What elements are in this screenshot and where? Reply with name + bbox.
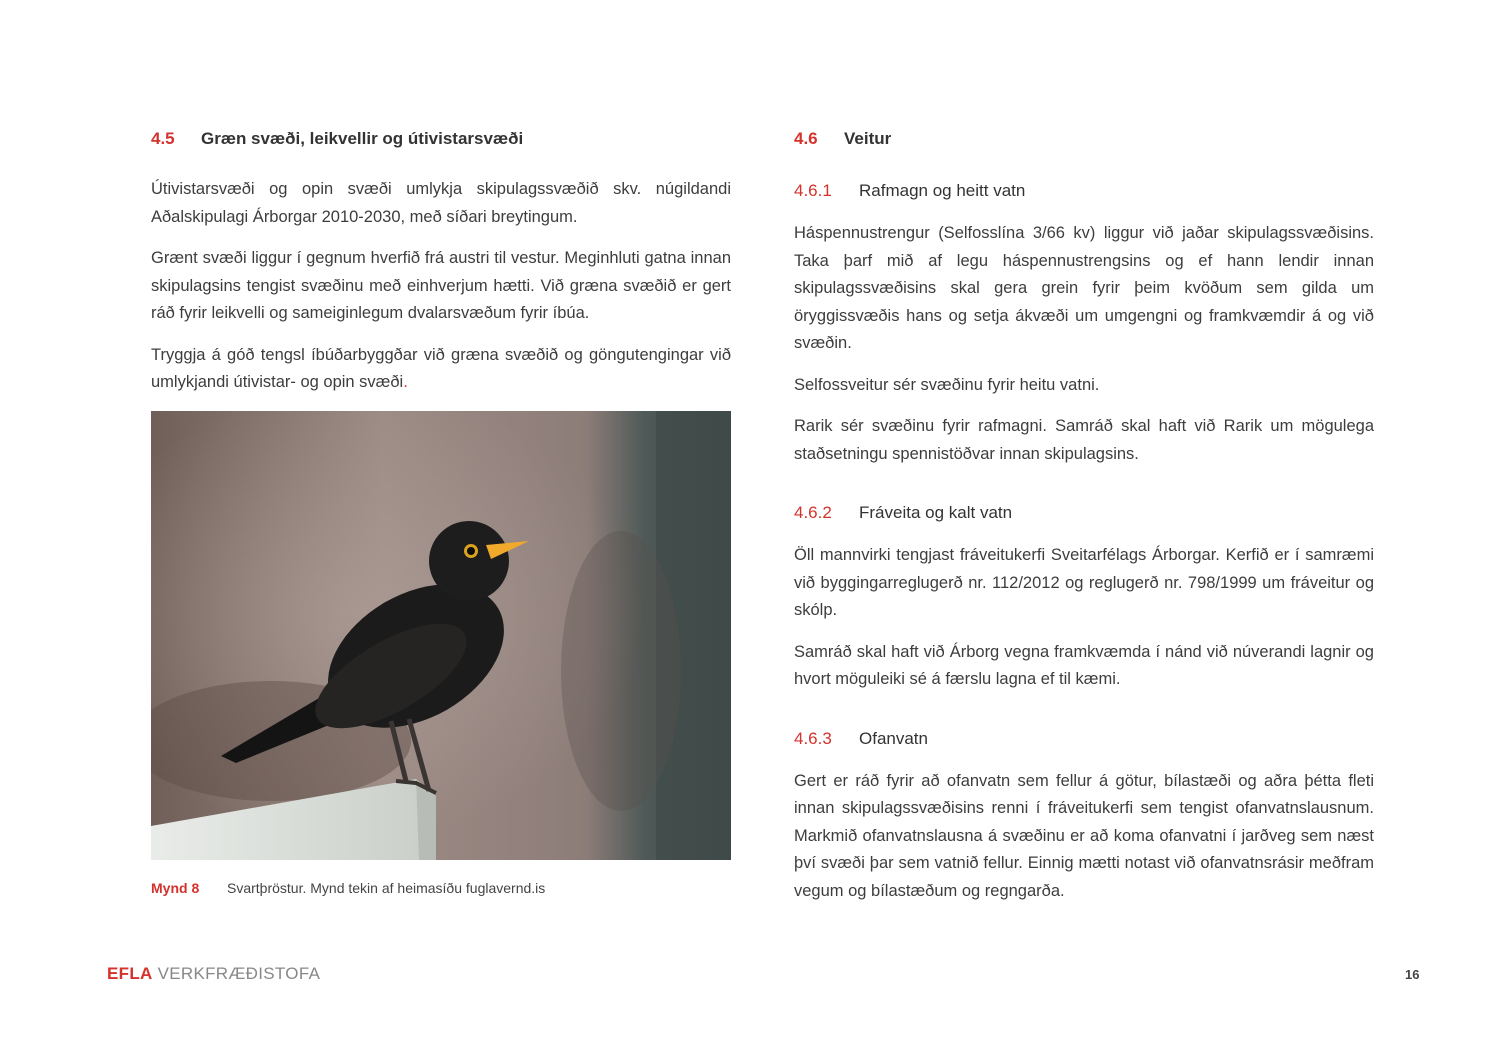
paragraph: Grænt svæði liggur í gegnum hverfið frá austri til vestur. Meginhluti gatna innan skipulagsins tengist svæðinu með einhverjum hætti. Við græna svæðið er gert ráð fyrir leikvelli og sameiginlegum dvalarsvæðum fyrir íbúa. [151, 249, 731, 322]
paragraph: Háspennustrengur (Selfosslína 3/66 kv) liggur við jaðar skipulagssvæðisins. Taka þarf mið af legu háspennustrengsins og ef hann lendir innan skipulagssvæðisins skal gera grein fyrir þeim kvöðum sem gilda um öryggissvæðis hans og setja ákvæði um umgengni og framkvæmdir á og við svæðin. [794, 224, 1374, 352]
section-title: Veitur [844, 129, 892, 148]
efla-logo [107, 964, 320, 984]
subsection-number: 4.6.1 [794, 181, 832, 200]
blackbird-photo [151, 411, 731, 860]
paragraph: Selfossveitur sér svæðinu fyrir heitu vatni. [794, 375, 1100, 394]
section-number: 4.6 [794, 129, 818, 148]
paragraph: Útivistarsvæði og opin svæði umlykja skipulagssvæðið skv. núgildandi Aðalskipulagi Árborgar 2010-2030, með síðari breytingum. [151, 180, 731, 226]
paragraph: Öll mannvirki tengjast fráveitukerfi Sveitarfélags Árborgar. Kerfið er í samræmi við byggingarreglugerð nr. 112/2012 og reglugerð nr. 798/1999 um fráveitur og skólp. [794, 546, 1374, 619]
paragraph: Gert er ráð fyrir að ofanvatn sem fellur á götur, bílastæði og aðra þétta fleti innan skipulagssvæðisins renni í fráveitukerfi sem tengist ofanvatnslausnum. Markmið ofanvatnslausna á svæðinu er að koma ofanvatni í jarðveg sem næst því svæði þar sem vatnið fellur. Einnig mætti notast við ofanvatnsrásir meðfram vegum og bílastæðum og regngarða. [794, 771, 1374, 900]
subsection-title: Fráveita og kalt vatn [859, 503, 1013, 522]
section-heading-4-6 [794, 122, 1374, 156]
subsection-title: Rafmagn og heitt vatn [859, 181, 1026, 200]
section-heading-4-5 [151, 122, 731, 156]
section-title: Græn svæði, leikvellir og útivistarsvæði [201, 129, 524, 148]
figure-caption-text: Svartþröstur. Mynd tekin af heimasíðu fuglavernd.is [227, 879, 546, 896]
logo-brand: EFLA [107, 964, 153, 983]
subsection-number: 4.6.3 [794, 728, 832, 748]
subsection-heading-4-6-3 [794, 724, 1374, 754]
paragraph: Rarik sér svæðinu fyrir rafmagni. Samráð skal haft við Rarik um mögulega staðsetningu spennistöðvar innan skipulagsins. [794, 417, 1374, 463]
paragraph: Samráð skal haft við Árborg vegna framkvæmda í nánd við núverandi lagnir og hvort möguleiki sé á færslu lagna ef til kæmi. [794, 642, 1374, 688]
page-number: 16 [1405, 967, 1420, 982]
logo-subtitle: VERKFRÆÐISTOFA [157, 964, 321, 983]
subsection-heading-4-6-1 [794, 176, 1374, 206]
subsection-title: Ofanvatn [859, 728, 928, 748]
blackbird-illustration [151, 411, 731, 860]
subsection-number: 4.6.2 [794, 503, 832, 522]
right-column [794, 122, 1374, 919]
section-number: 4.5 [151, 129, 175, 148]
figure-caption [151, 880, 731, 896]
left-column [151, 122, 731, 896]
figure-label: Mynd 8 [151, 879, 200, 896]
subsection-heading-4-6-2 [794, 498, 1374, 528]
paragraph: Tryggja á góð tengsl íbúðarbyggðar við græna svæðið og göngutengingar við umlykjandi útivistar- og opin svæði. [151, 345, 731, 391]
